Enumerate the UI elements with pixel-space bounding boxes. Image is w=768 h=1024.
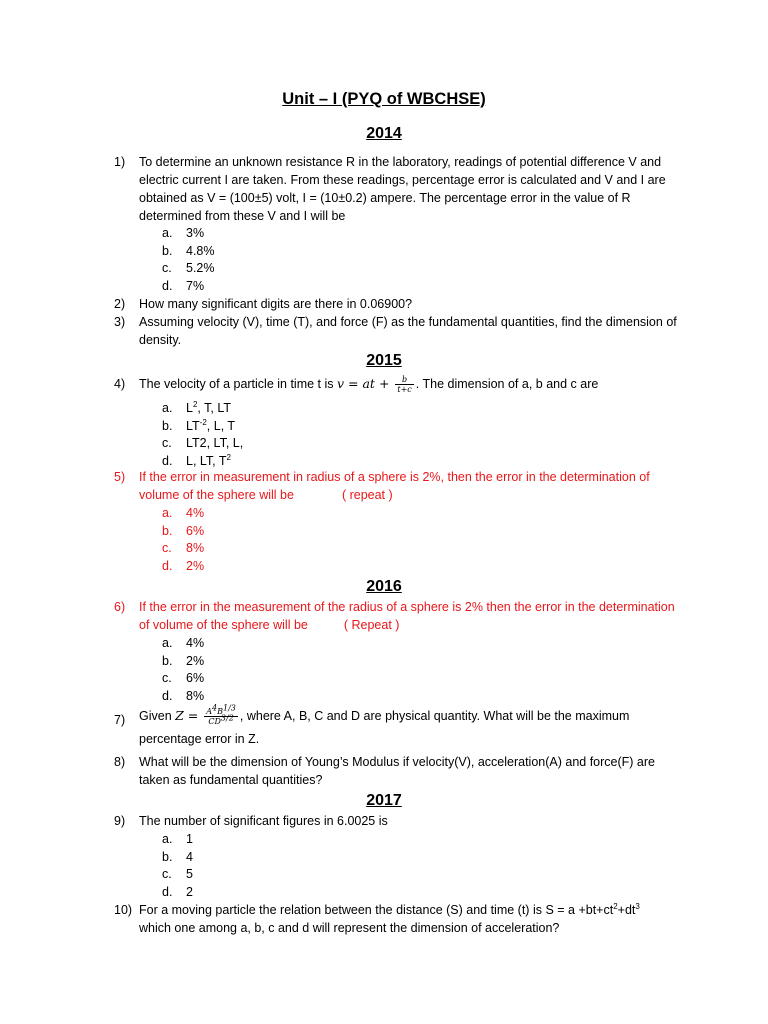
- question-text: How many significant digits are there in 0.06900?: [139, 297, 413, 311]
- option: [162, 259, 562, 277]
- superscript: 2: [192, 399, 198, 409]
- equation-symbol: v: [337, 376, 345, 391]
- fraction-numerator: b: [395, 375, 413, 385]
- option-value: 7%: [186, 278, 205, 293]
- option: [162, 434, 562, 452]
- year-heading-2017: 2017: [366, 792, 402, 809]
- option-letter: c.: [162, 436, 172, 451]
- question-text-part: Given: [139, 709, 176, 723]
- question-text-part: , where A, B, C and D are physical quantity. What will be the maximum: [239, 709, 630, 723]
- question-5-options: [162, 504, 562, 574]
- option-value: 8%: [186, 541, 205, 556]
- option: [162, 883, 562, 901]
- option-letter: a.: [162, 226, 173, 240]
- equation-fraction: [395, 375, 413, 394]
- question-number: 1): [114, 155, 126, 169]
- question-text: The number of significant figures in 6.0025 is: [139, 814, 388, 828]
- option: [162, 417, 562, 435]
- option-value: [186, 399, 231, 417]
- year-heading-2014: 2014: [366, 125, 402, 142]
- question-text: [139, 901, 684, 919]
- option: [162, 539, 562, 557]
- option-value: 5: [186, 867, 193, 882]
- option: [162, 557, 562, 575]
- question-text: [139, 598, 684, 634]
- option: [162, 452, 562, 470]
- option-value-part: L, LT, T: [186, 453, 227, 468]
- question-5: [114, 468, 684, 504]
- option: [162, 634, 562, 652]
- option-value: 2%: [186, 558, 205, 573]
- option-value-part: , T, LT: [197, 401, 231, 415]
- option-letter: c.: [162, 671, 172, 686]
- option-letter: d.: [162, 453, 173, 468]
- option-value: 2%: [186, 653, 205, 668]
- option-value-part: LT: [186, 418, 200, 433]
- symbol: CD: [208, 717, 221, 727]
- question-number: 4): [114, 377, 126, 391]
- option-value: 4.8%: [186, 243, 215, 258]
- superscript: 1/3: [223, 703, 236, 713]
- superscript: 4: [212, 703, 218, 713]
- option-letter: c.: [162, 541, 172, 556]
- question-4: [114, 375, 684, 394]
- equation-symbol: =: [344, 376, 363, 391]
- question-text-part: +dt: [617, 903, 636, 917]
- question-number: 9): [114, 814, 126, 828]
- option-value-part: L: [186, 401, 193, 415]
- option-letter: b.: [162, 418, 173, 433]
- equation-symbol: =: [183, 708, 203, 723]
- symbol: A: [206, 707, 213, 717]
- option-value: 1: [186, 832, 193, 846]
- question-number: 7): [114, 713, 126, 727]
- question-2: [114, 295, 684, 313]
- question-number: 5): [114, 470, 126, 484]
- question-number: 10): [114, 903, 133, 917]
- equation-symbol: Z: [175, 708, 184, 723]
- page-title: Unit – I (PYQ of WBCHSE): [282, 90, 486, 108]
- option: [162, 277, 562, 295]
- equation-symbol: +: [374, 376, 394, 391]
- option: [162, 848, 562, 866]
- option: [162, 504, 562, 522]
- question-6: [114, 598, 684, 634]
- question-9-options: [162, 830, 562, 900]
- option-letter: b.: [162, 523, 173, 538]
- question-text: [139, 375, 684, 394]
- superscript: 3/2: [220, 713, 234, 723]
- option: [162, 830, 562, 848]
- question-4-options: [162, 399, 562, 469]
- repeat-tag: ( repeat ): [341, 488, 393, 502]
- question-3: [114, 313, 684, 349]
- question-text: Assuming velocity (V), time (T), and force (F) as the fundamental quantities, find the dimension of density.: [139, 315, 677, 347]
- option-letter: d.: [162, 558, 173, 573]
- option-value: 8%: [186, 688, 205, 703]
- option: [162, 687, 562, 705]
- option: [162, 522, 562, 540]
- superscript: 2: [226, 452, 231, 462]
- question-6-options: [162, 634, 562, 704]
- option-value: 4%: [186, 636, 205, 650]
- question-8: [114, 753, 684, 789]
- option: [162, 242, 562, 260]
- question-number: 8): [114, 755, 126, 769]
- repeat-tag: ( Repeat ): [343, 618, 400, 632]
- question-text-part: . The dimension of a, b and c are: [415, 377, 599, 391]
- question-text-line-2: which one among a, b, c and d will represent the dimension of acceleration?: [139, 921, 560, 935]
- question-7: [114, 703, 684, 748]
- option-value: 4: [186, 849, 193, 864]
- option: [162, 865, 562, 883]
- question-text: [139, 468, 684, 504]
- question-text: What will be the dimension of Young’s Modulus if velocity(V), acceleration(A) and force(F) are taken as fundamental quantities?: [139, 755, 655, 787]
- question-1-options: [162, 224, 562, 294]
- question-number: 2): [114, 297, 126, 311]
- question-text-line-2: percentage error in Z.: [139, 732, 260, 747]
- symbol: B: [217, 707, 224, 717]
- option-letter: b.: [162, 849, 173, 864]
- question-9: [114, 812, 684, 830]
- option-value: [186, 417, 235, 435]
- question-text-part: If the error in the measurement of the radius of a sphere is 2% then the error in the determination of volume of the sphere will be: [139, 600, 675, 632]
- option-value: 3%: [186, 226, 205, 240]
- question-1: [114, 153, 684, 225]
- option-letter: a.: [162, 636, 173, 650]
- question-text: [139, 703, 684, 727]
- question-10: [114, 901, 684, 937]
- option: [162, 399, 562, 417]
- question-text-part: The velocity of a particle in time t is: [139, 377, 337, 391]
- option-letter: d.: [162, 688, 173, 703]
- question-number: 3): [114, 315, 126, 329]
- option-value: 4%: [186, 506, 205, 520]
- option-value: 6%: [186, 671, 205, 686]
- option-letter: a.: [162, 832, 173, 846]
- question-text-part: For a moving particle the relation between the distance (S) and time (t) is S = a +bt+ct: [139, 903, 614, 917]
- question-text-part: If the error in measurement in radius of a sphere is 2%, then the error in the determination of volume of the sphere will be: [139, 470, 650, 502]
- equation-fraction: [204, 703, 238, 727]
- option-letter: d.: [162, 278, 173, 293]
- year-heading-2015: 2015: [366, 352, 402, 369]
- option-value: 2: [186, 884, 193, 899]
- superscript: 2: [613, 901, 618, 911]
- option-value: 5.2%: [186, 261, 215, 276]
- equation-symbol: at: [362, 376, 375, 391]
- option-value-part: LT2, LT, L,: [186, 436, 244, 451]
- option: [162, 669, 562, 687]
- option-letter: b.: [162, 653, 173, 668]
- option-value: [186, 434, 243, 452]
- option-value-part: , L, T: [206, 418, 236, 433]
- option-letter: d.: [162, 884, 173, 899]
- option: [162, 224, 562, 242]
- option-letter: c.: [162, 867, 172, 882]
- option-letter: a.: [162, 506, 173, 520]
- fraction-denominator: [204, 713, 238, 727]
- superscript: 3: [635, 901, 640, 911]
- fraction-denominator: t+c: [397, 385, 412, 395]
- option-letter: b.: [162, 243, 173, 258]
- question-number: 6): [114, 600, 126, 614]
- option: [162, 652, 562, 670]
- option-letter: c.: [162, 261, 172, 276]
- superscript: -2: [199, 417, 207, 427]
- year-heading-2016: 2016: [366, 578, 402, 595]
- option-letter: a.: [162, 401, 173, 415]
- question-text: To determine an unknown resistance R in the laboratory, readings of potential difference V and electric current I are taken. From these readings, percentage error is calculated and V and I are obtained as V = (100±5) volt, I = (10±0.2) ampere. The percentage error in the value of R determined from these V and I will be: [139, 155, 666, 223]
- option-value: 6%: [186, 523, 205, 538]
